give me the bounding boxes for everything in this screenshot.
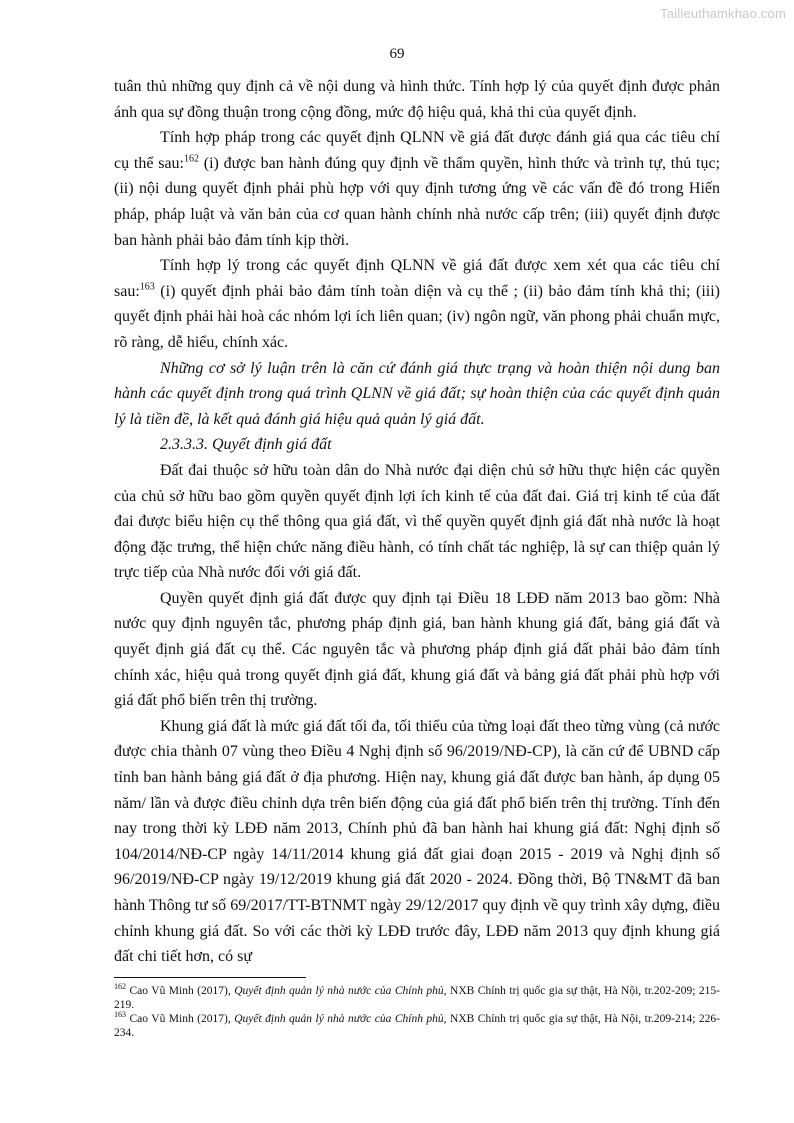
watermark: Tailieuthamkhao.com (660, 6, 786, 21)
footnotes (114, 984, 720, 1040)
paragraph-6: Quyền quyết định giá đất được quy định tại Điều 18 LĐĐ năm 2013 bao gồm: Nhà nước quy định nguyên tắc, phương pháp định giá, ban hành khung giá đất, bảng giá đất và quyết định giá đất cụ thể. Các nguyên tắc và phương pháp định giá đất phải bảo đảm tính chính xác, hiệu quả trong quyết định giá đất, khung giá đất và bảng giá đất phải phù hợp với giá đất phổ biến trên thị trường. (114, 589, 720, 710)
section-heading: 2.3.3.3. Quyết định giá đất (160, 436, 332, 454)
paragraph-7: Khung giá đất là mức giá đất tối đa, tối thiểu của từng loại đất theo từng vùng (cả nước được chia thành 07 vùng theo Điều 4 Nghị định số 96/2019/NĐ-CP), là căn cứ để UBND cấp tỉnh ban hành bảng giá đất ở địa phương. Hiện nay, khung giá đất được ban hành, áp dụng 05 năm/ lần và được điều chỉnh dựa trên biến động của giá đất phổ biến trên thị trường. Tính đến nay trong thời kỳ LĐĐ năm 2013, Chính phủ đã ban hành hai khung giá đất: Nghị định số 104/2014/NĐ-CP ngày 14/11/2014 khung giá đất giai đoạn 2015 - 2019 và Nghị định số 96/2019/NĐ-CP ngày 19/12/2019 khung giá đất 2020 - 2024. Đồng thời, Bộ TN&MT đã ban hành Thông tư số 69/2017/TT-BTNMT ngày 29/12/2017 quy định về quy trình xây dựng, điều chỉnh khung giá đất. So với các thời kỳ LĐĐ trước đây, LĐĐ năm 2013 quy định khung giá đất chi tiết hơn, có sự (114, 717, 720, 966)
footnote-source: , NXB Chính trị quốc gia sự thật, Hà Nội, tr.209-214; 226-234. (114, 1013, 720, 1039)
paragraph-3 (114, 253, 720, 355)
footnote-number: 163 (114, 1010, 126, 1020)
footnote-author: Cao Vũ Minh (2017), (126, 1013, 235, 1025)
footnote-number: 162 (114, 982, 126, 992)
paragraph-2 (114, 125, 720, 253)
footnote-author: Cao Vũ Minh (2017), (126, 985, 235, 997)
page-number: 69 (389, 46, 405, 62)
footnote-ref-163[interactable]: 163 (139, 281, 155, 293)
paragraph-4-italic: Những cơ sở lý luận trên là căn cứ đánh giá thực trạng và hoàn thiện nội dung ban hành các quyết định trong quá trình QLNN về giá đất; sự hoàn thiện của các quyết định quản lý là tiền đề, là kết quả đánh giá hiệu quả quản lý giá đất. (114, 359, 720, 428)
paragraph-1: tuân thủ những quy định cả về nội dung và hình thức. Tính hợp lý của quyết định được phản ánh qua sự đồng thuận trong cộng đồng, mức độ hiệu quả, khả thi của quyết định. (114, 78, 720, 121)
paragraph-2-text-b: (i) được ban hành đúng quy định về thẩm quyền, hình thức và trình tự, thủ tục; (ii) nội dung quyết định phải phù hợp với quy định tương ứng về các vấn đề đó trong Hiến pháp, pháp luật và văn bản của cơ quan hành chính nhà nước cấp trên; (iii) quyết định được ban hành phải bảo đảm tính kịp thời. (114, 154, 721, 249)
footnote-163 (114, 1012, 720, 1040)
footnote-divider (114, 977, 306, 978)
footnote-title: Quyết định quản lý nhà nước của Chính phủ (234, 985, 444, 997)
footnote-ref-162[interactable]: 162 (184, 153, 199, 165)
body-text (114, 74, 720, 970)
paragraph-5: Đất đai thuộc sở hữu toàn dân do Nhà nước đại diện chủ sở hữu thực hiện các quyền của chủ sở hữu bao gồm quyền quyết định lợi ích kinh tế của đất đai. Giá trị kinh tế của đất đai được biểu hiện cụ thể thông qua giá đất, vì thế quyền quyết định giá đất nhà nước là hoạt động đặc trưng, thể hiện chức năng điều hành, có tính chất tác nghiệp, là sự can thiệp quản lý trực tiếp của Nhà nước đối với giá đất. (114, 461, 720, 582)
paragraph-3-text-a: Tính hợp lý trong các quyết định QLNN về giá đất được xem xét qua các tiêu chí sau: (114, 257, 720, 300)
footnote-162 (114, 984, 720, 1012)
footnote-title: Quyết định quản lý nhà nước của Chính phủ (234, 1013, 444, 1025)
paragraph-3-text-b: (i) quyết định phải bảo đảm tính toàn diện và cụ thể ; (ii) bảo đảm tính khả thi; (iii) quyết định phải hài hoà các nhóm lợi ích liên quan; (iv) ngôn ngữ, văn phong phải chuẩn mực, rõ ràng, dễ hiểu, chính xác. (114, 282, 720, 351)
footnote-source: , NXB Chính trị quốc gia sự thật, Hà Nội, tr.202-209; 215-219. (114, 985, 720, 1011)
paragraph-2-text-a: Tính hợp pháp trong các quyết định QLNN về giá đất được đánh giá qua các tiêu chí cụ thể sau: (114, 129, 720, 172)
